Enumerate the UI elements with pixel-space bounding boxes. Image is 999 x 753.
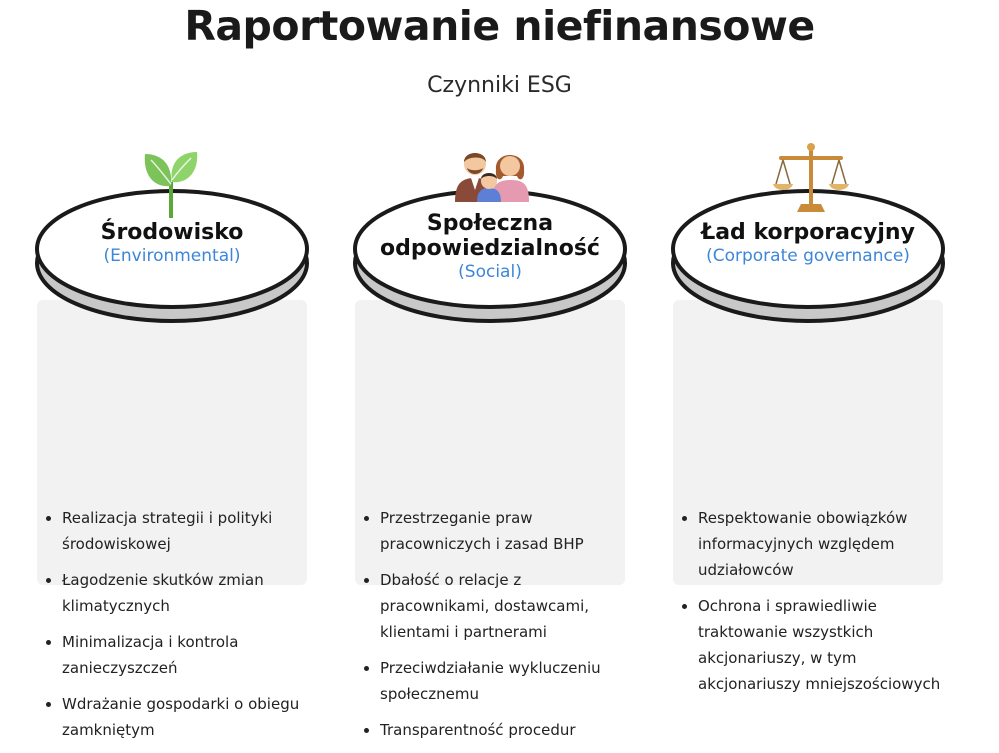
category-heading: Środowisko <box>100 220 244 245</box>
list-item: Realizacja strategii i polityki środowiskowej <box>45 505 305 557</box>
list-item: Dbałość o relacje z pracownikami, dostawcami, klientami i partnerami <box>363 567 623 645</box>
family-icon <box>451 140 531 202</box>
bullet-dot <box>682 516 687 521</box>
bullet-dot <box>364 728 369 733</box>
list-item: Transparentność procedur <box>363 717 623 743</box>
bullet-list <box>681 505 941 707</box>
category-header <box>673 220 943 267</box>
category-heading-line1: Społeczna <box>426 211 554 236</box>
bullet-dot <box>364 666 369 671</box>
page-title: Raportowanie niefinansowe <box>184 2 815 50</box>
scale-icon <box>773 142 849 212</box>
bullet-list <box>45 505 305 753</box>
bullet-dot <box>364 578 369 583</box>
list-item: Łagodzenie skutków zmian klimatycznych <box>45 567 305 619</box>
esg-column-social <box>355 140 625 739</box>
bullet-dot <box>46 640 51 645</box>
category-english-name: (Environmental) <box>103 246 241 266</box>
esg-column-environmental <box>37 140 307 739</box>
bullet-card <box>355 300 625 739</box>
bullet-dot <box>46 516 51 521</box>
category-header <box>355 211 625 283</box>
category-english-name: (Social) <box>458 262 522 282</box>
list-item: Przestrzeganie praw pracowniczych i zasad BHP <box>363 505 623 557</box>
bullet-list <box>363 505 623 753</box>
bullet-dot <box>364 516 369 521</box>
list-item: Wdrażanie gospodarki o obiegu zamkniętym <box>45 691 305 743</box>
bullet-card <box>673 300 943 693</box>
list-item: Przeciwdziałanie wykluczeniu społecznemu <box>363 655 623 707</box>
category-heading: Ład korporacyjny <box>701 220 915 245</box>
bullet-card <box>37 300 307 739</box>
bullet-dot <box>46 578 51 583</box>
list-item: Ochrona i sprawiedliwie traktowanie wszystkich akcjonariuszy, w tym akcjonariuszy mniejszościowych <box>681 593 941 697</box>
bullet-dot <box>46 702 51 707</box>
page-subtitle: Czynniki ESG <box>427 73 572 98</box>
leaf-icon <box>141 148 201 220</box>
list-item: Minimalizacja i kontrola zanieczyszczeń <box>45 629 305 681</box>
category-english-name: (Corporate governance) <box>706 246 910 266</box>
esg-column-governance <box>673 140 943 693</box>
category-header <box>37 220 307 267</box>
list-item: Respektowanie obowiązków informacyjnych względem udziałowców <box>681 505 941 583</box>
category-heading-line2: odpowiedzialność <box>380 236 600 261</box>
